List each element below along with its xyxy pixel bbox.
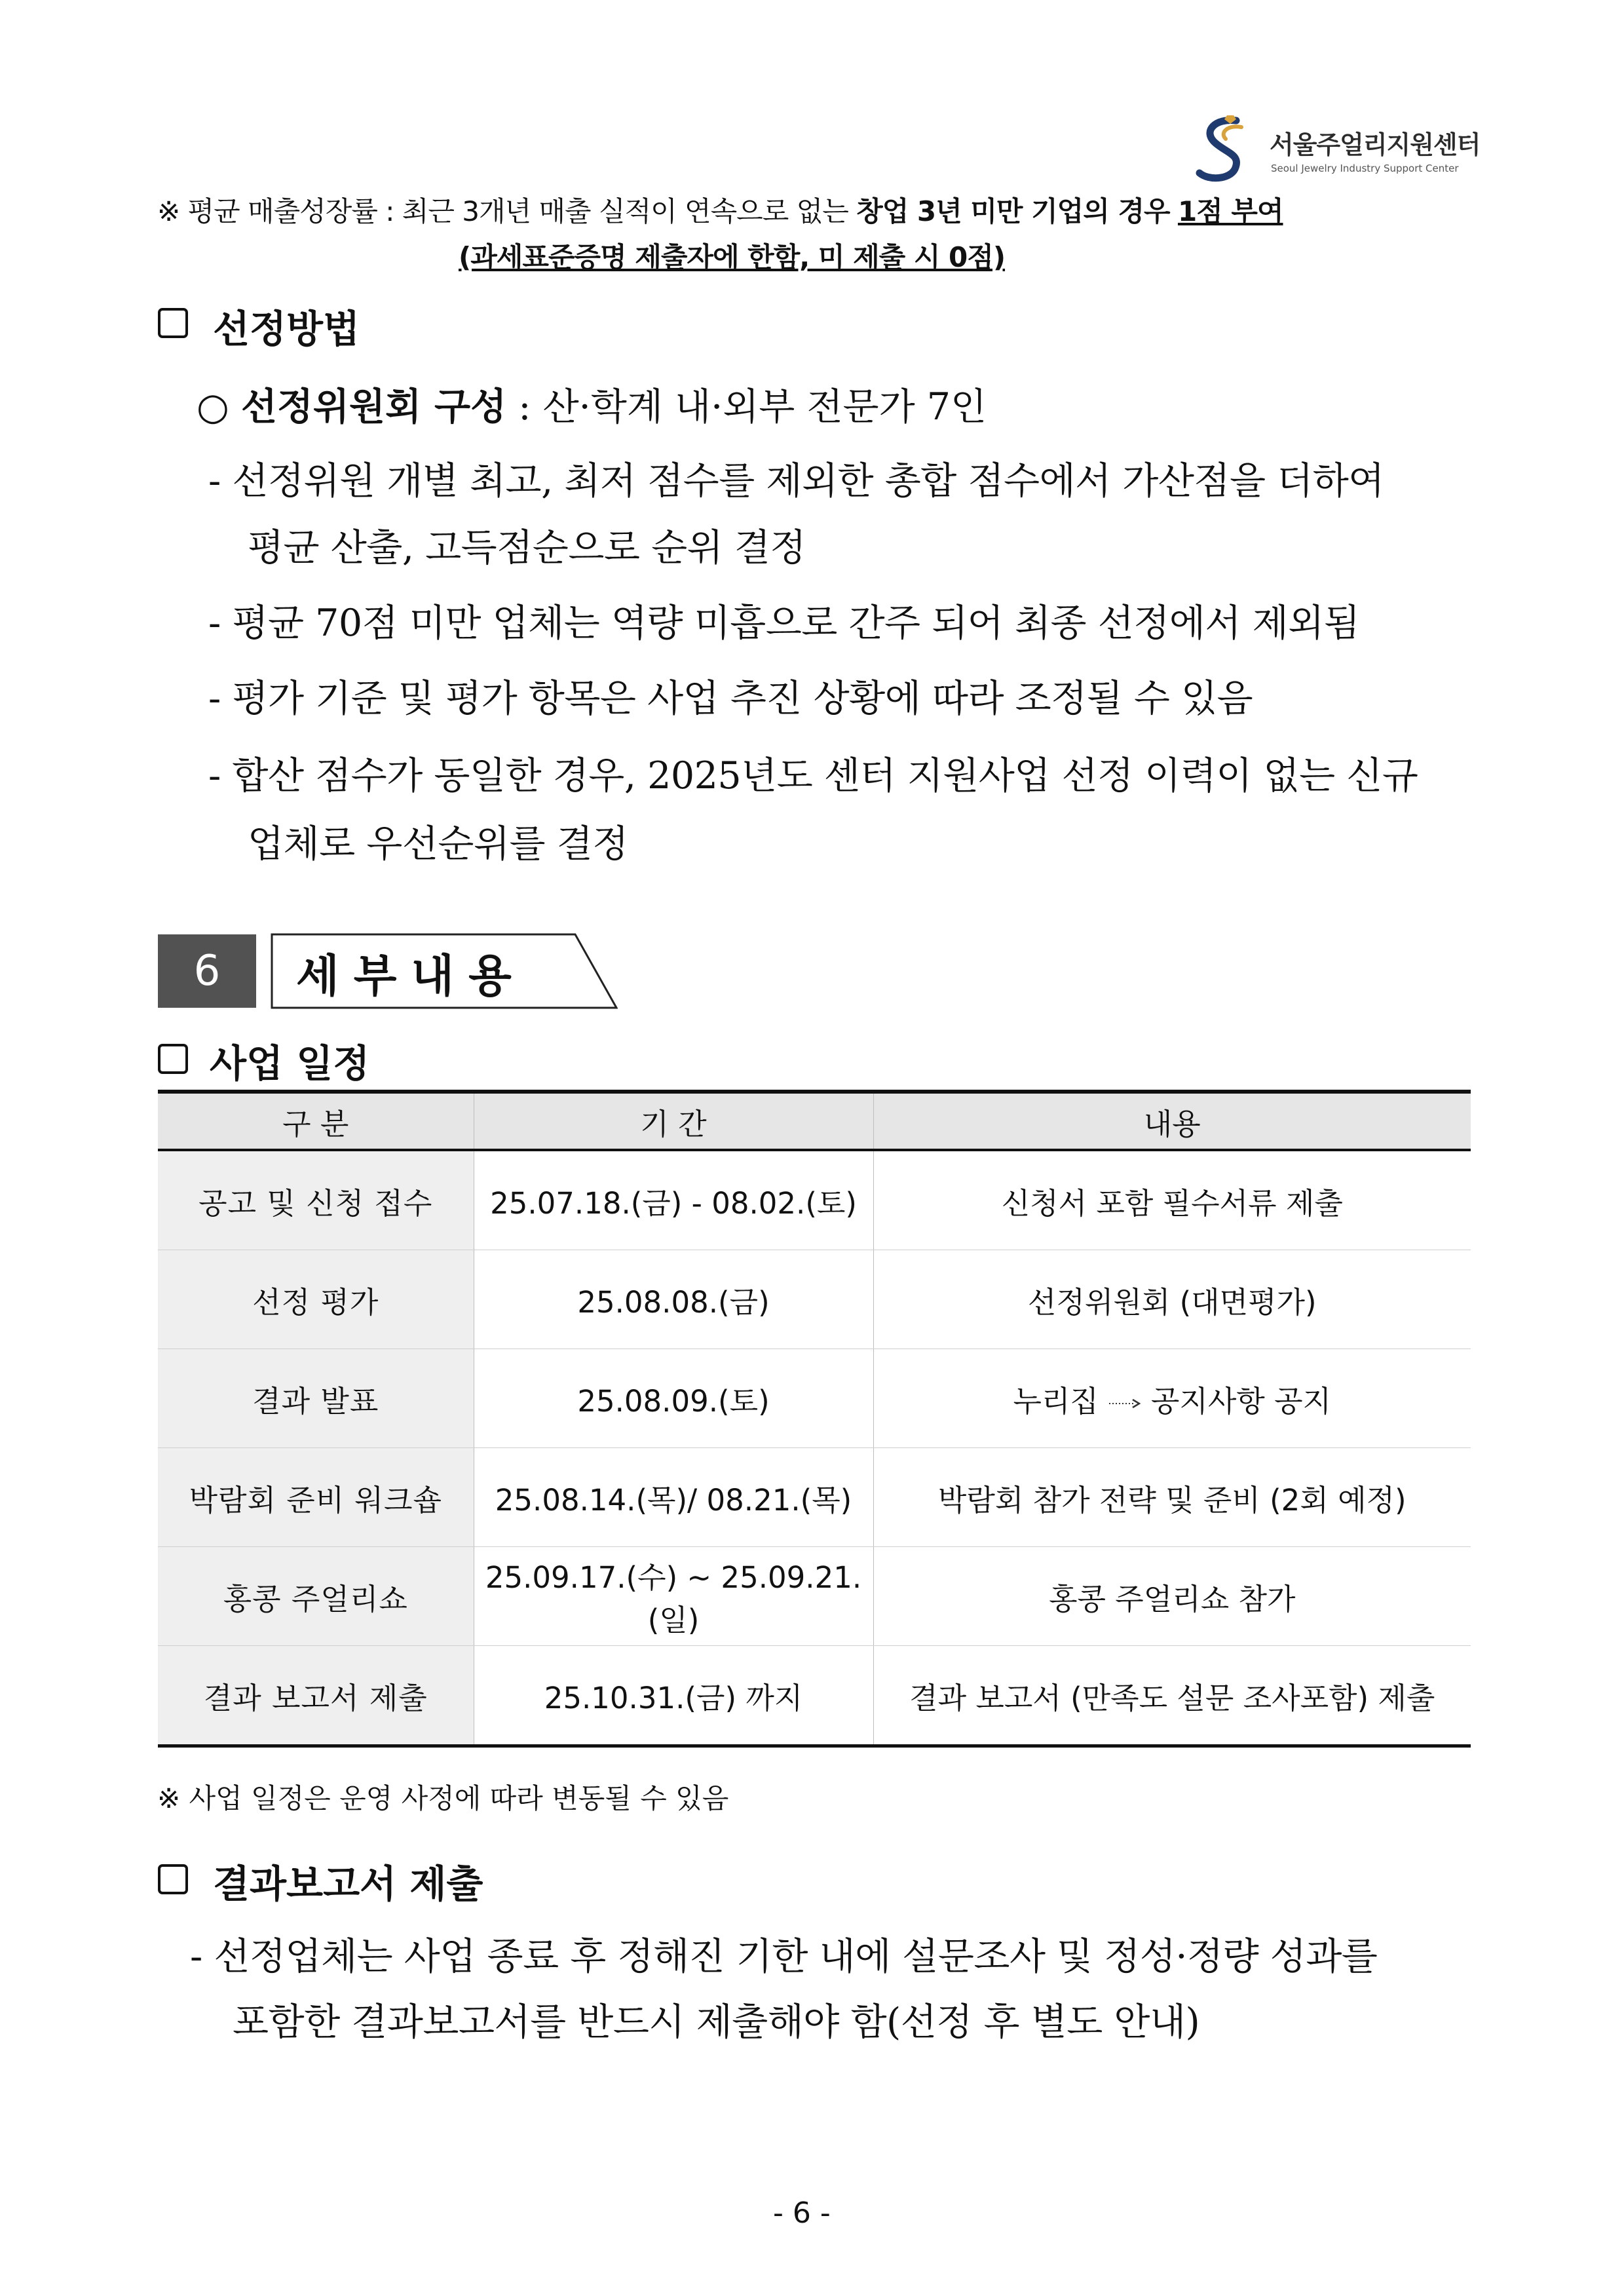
selection-rule-2: - 평균 70점 미만 업체는 역량 미흡으로 간주 되어 최종 선정에서 제외됨 bbox=[208, 602, 1360, 645]
row-period: 25.07.18.(금) - 08.02.(토) bbox=[474, 1150, 873, 1250]
row-category: 박람회 준비 워크숍 bbox=[158, 1448, 474, 1547]
selection-method-heading: 선정방법 bbox=[213, 307, 360, 351]
seoul-jewelry-logo-icon bbox=[1196, 113, 1255, 185]
checkbox-square-icon bbox=[158, 1864, 188, 1894]
row-category: 결과 발표 bbox=[158, 1349, 474, 1448]
row-period: 25.10.31.(금) 까지 bbox=[474, 1646, 873, 1746]
logo-english-text: Seoul Jewelry Industry Support Center bbox=[1271, 163, 1459, 174]
table-row bbox=[158, 1646, 1471, 1746]
table-row bbox=[158, 1349, 1471, 1448]
report-line-2: 포함한 결과보고서를 반드시 제출해야 함(선정 후 별도 안내) bbox=[233, 2000, 1200, 2044]
selection-rule-1-line-1: - 선정위원 개별 최고, 최저 점수를 제외한 총합 점수에서 가산점을 더하여 bbox=[208, 459, 1384, 503]
row-content: 선정위원회 (대면평가) bbox=[873, 1250, 1471, 1349]
selection-rule-4-line-2: 업체로 우선순위를 결정 bbox=[248, 822, 628, 866]
row-period: 25.09.17.(수) ~ 25.09.21.(일) bbox=[474, 1547, 873, 1646]
table-row bbox=[158, 1448, 1471, 1547]
row-content: 박람회 참가 전략 및 준비 (2회 예정) bbox=[873, 1448, 1471, 1547]
row-period: 25.08.09.(토) bbox=[474, 1349, 873, 1448]
row-period: 25.08.08.(금) bbox=[474, 1250, 873, 1349]
table-row bbox=[158, 1547, 1471, 1646]
schedule-table bbox=[158, 1090, 1471, 1748]
row-category: 홍콩 주얼리쇼 bbox=[158, 1547, 474, 1646]
selection-rule-3: - 평가 기준 및 평가 항목은 사업 추진 상황에 따라 조정될 수 있음 bbox=[208, 677, 1253, 720]
row-category: 공고 및 신청 접수 bbox=[158, 1150, 474, 1250]
section-number-badge: 6 bbox=[158, 934, 256, 1008]
row-content: 결과 보고서 (만족도 설문 조사포함) 제출 bbox=[873, 1646, 1471, 1746]
row-category: 결과 보고서 제출 bbox=[158, 1646, 474, 1746]
committee-composition: ○ 선정위원회 구성 : 산·학계 내·외부 전문가 7인 bbox=[197, 385, 987, 429]
row-content: 홍콩 주얼리쇼 참가 bbox=[873, 1547, 1471, 1646]
checkbox-square-icon bbox=[158, 1044, 188, 1074]
schedule-note: ※ 사업 일정은 운영 사정에 따라 변동될 수 있음 bbox=[157, 1782, 729, 1814]
logo-korean-text: 서울주얼리지원센터 bbox=[1270, 130, 1481, 159]
report-line-1: - 선정업체는 사업 종료 후 정해진 기한 내에 설문조사 및 정성·정량 성과를 bbox=[190, 1935, 1378, 1978]
checkbox-square-icon bbox=[158, 308, 188, 338]
column-header-category: 구 분 bbox=[158, 1092, 474, 1150]
growth-rate-note-condition: (과세표준증명 제출자에 한함, 미 제출 시 0점) bbox=[459, 241, 1006, 273]
table-row bbox=[158, 1250, 1471, 1349]
growth-rate-note: ※ 평균 매출성장률 : 최근 3개년 매출 실적이 연속으로 없는 창업 3년 미만 기업의 경우 1점 부여 bbox=[157, 195, 1283, 227]
section-title: 세부내용 bbox=[296, 951, 526, 1003]
table-header-row bbox=[158, 1092, 1471, 1150]
column-header-content: 내용 bbox=[873, 1092, 1471, 1150]
dotted-arrow-icon bbox=[1108, 1397, 1142, 1410]
page-number: - 6 - bbox=[773, 2196, 831, 2230]
row-period: 25.08.14.(목)/ 08.21.(목) bbox=[474, 1448, 873, 1547]
selection-rule-1-line-2: 평균 산출, 고득점순으로 순위 결정 bbox=[248, 526, 806, 569]
row-content: 누리집 공지사항 공지 bbox=[873, 1349, 1471, 1448]
row-content: 신청서 포함 필수서류 제출 bbox=[873, 1150, 1471, 1250]
selection-rule-4-line-1: - 합산 점수가 동일한 경우, 2025년도 센터 지원사업 선정 이력이 없는 신규 bbox=[208, 754, 1418, 797]
table-row bbox=[158, 1150, 1471, 1250]
schedule-heading: 사업 일정 bbox=[210, 1041, 370, 1086]
row-category: 선정 평가 bbox=[158, 1250, 474, 1349]
column-header-period: 기 간 bbox=[474, 1092, 873, 1150]
report-heading: 결과보고서 제출 bbox=[213, 1862, 483, 1906]
